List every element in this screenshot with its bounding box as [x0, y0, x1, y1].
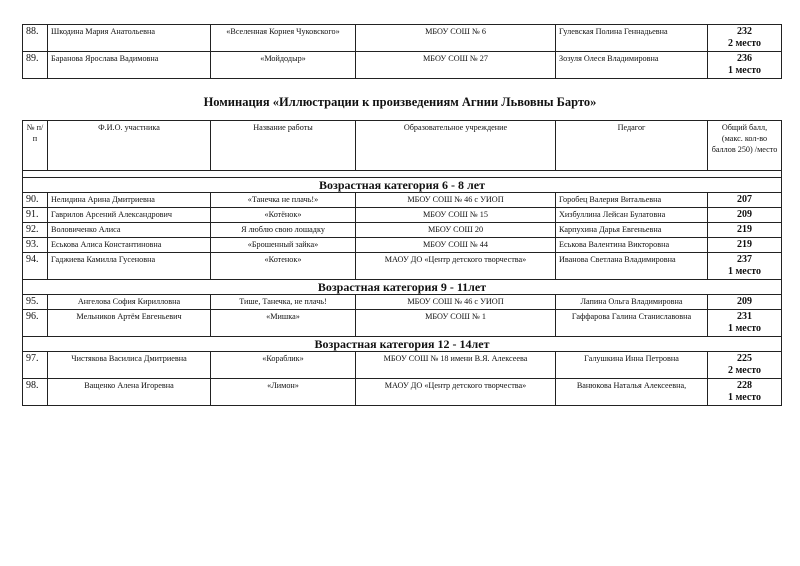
table-header-row: [23, 121, 782, 171]
age-category-label: Возрастная категория 6 - 8 лет: [23, 178, 782, 193]
table-row: [23, 310, 782, 337]
teacher: Ванюкова Наталья Алексеевна,: [556, 379, 708, 406]
table-row: [23, 379, 782, 406]
spacer-row: [23, 171, 782, 178]
score: 219: [708, 238, 782, 253]
participant-name: Нелидина Арина Дмитриевна: [48, 193, 211, 208]
school: МБОУ СОШ № 6: [356, 25, 556, 52]
nomination-title: Номинация «Иллюстрации к произведениям Агнии Львовны Барто»: [203, 95, 597, 109]
row-number: 95.: [23, 295, 48, 310]
participant-name: Баранова Ярослава Вадимовна: [48, 52, 211, 79]
place: 1 место: [727, 65, 762, 76]
teacher: Иванова Светлана Владимировна: [556, 253, 708, 280]
school: МБОУ СОШ № 27: [356, 52, 556, 79]
table-row: [23, 25, 782, 52]
score-cell: [708, 253, 782, 280]
work-title: «Котенок»: [211, 253, 356, 280]
score-cell: [708, 25, 782, 52]
work-title: Я люблю свою лошадку: [211, 223, 356, 238]
place: 2 место: [727, 38, 762, 49]
score-cell: [708, 379, 782, 406]
results-table-continuation: [22, 24, 782, 79]
header-name: Ф.И.О. участника: [48, 121, 211, 171]
school: МБОУ СОШ № 1: [356, 310, 556, 337]
place: 1 место: [727, 392, 762, 403]
score: 228: [737, 380, 752, 391]
teacher: Зозуля Олеся Владимировна: [556, 52, 708, 79]
teacher: Еськова Валентина Викторовна: [556, 238, 708, 253]
work-title: «Мойдодыр»: [211, 52, 356, 79]
row-number: 92.: [23, 223, 48, 238]
score: 209: [708, 208, 782, 223]
work-title: Тише, Танечка, не плачь!: [211, 295, 356, 310]
teacher: Хизбуллина Лейсан Булатовна: [556, 208, 708, 223]
score: 207: [708, 193, 782, 208]
work-title: «Танечка не плачь!»: [211, 193, 356, 208]
school: МБОУ СОШ № 46 с УИОП: [356, 295, 556, 310]
teacher: Лапина Ольга Владимировна: [556, 295, 708, 310]
table-row: [23, 193, 782, 208]
score: 237: [737, 254, 752, 265]
table-row: [23, 208, 782, 223]
table-row: [23, 52, 782, 79]
row-number: 94.: [23, 253, 48, 280]
table-row: [23, 223, 782, 238]
header-work: Название работы: [211, 121, 356, 171]
place: 1 место: [727, 323, 762, 334]
work-title: «Мишка»: [211, 310, 356, 337]
age-category-row: [23, 178, 782, 193]
place: 1 место: [727, 266, 762, 277]
work-title: «Котёнок»: [211, 208, 356, 223]
school: МАОУ ДО «Центр детского творчества»: [356, 253, 556, 280]
header-score: Общий балл, (макс. кол-во баллов 250) /место: [708, 121, 782, 171]
teacher: Гаффарова Галина Станиславовна: [556, 310, 708, 337]
row-number: 97.: [23, 352, 48, 379]
teacher: Карпухина Дарья Евгеньевна: [556, 223, 708, 238]
header-school: Образовательное учреждение: [356, 121, 556, 171]
header-num: № п/п: [23, 121, 48, 171]
work-title: «Вселенная Корнея Чуковского»: [211, 25, 356, 52]
table-row: [23, 295, 782, 310]
participant-name: Чистякова Василиса Дмитриевна: [48, 352, 211, 379]
school: МБОУ СОШ № 15: [356, 208, 556, 223]
score: 236: [737, 53, 752, 64]
score: 225: [737, 353, 752, 364]
participant-name: Еськова Алиса Константиновна: [48, 238, 211, 253]
place: 2 место: [727, 365, 762, 376]
row-number: 93.: [23, 238, 48, 253]
teacher: Горобец Валерия Витальевна: [556, 193, 708, 208]
age-category-label: Возрастная категория 12 - 14лет: [23, 337, 782, 352]
school: МБОУ СОШ № 44: [356, 238, 556, 253]
work-title: «Лимон»: [211, 379, 356, 406]
age-category-row: [23, 280, 782, 295]
row-number: 96.: [23, 310, 48, 337]
row-number: 88.: [23, 25, 48, 52]
participant-name: Шкодина Мария Анатольевна: [48, 25, 211, 52]
school: МБОУ СОШ № 18 имени В.Я. Алексеева: [356, 352, 556, 379]
score: 232: [737, 26, 752, 37]
participant-name: Мельников Артём Евгеньевич: [48, 310, 211, 337]
score-cell: [708, 310, 782, 337]
row-number: 89.: [23, 52, 48, 79]
school: МБОУ СОШ 20: [356, 223, 556, 238]
school: МБОУ СОШ № 46 с УИОП: [356, 193, 556, 208]
score: 209: [708, 295, 782, 310]
score-cell: [708, 352, 782, 379]
score: 231: [737, 311, 752, 322]
row-number: 98.: [23, 379, 48, 406]
participant-name: Гаврилов Арсений Александрович: [48, 208, 211, 223]
row-number: 91.: [23, 208, 48, 223]
participant-name: Воловиченко Алиса: [48, 223, 211, 238]
participant-name: Гаджиева Камилла Гусеновна: [48, 253, 211, 280]
teacher: Гулевская Полина Геннадьевна: [556, 25, 708, 52]
work-title: «Кораблик»: [211, 352, 356, 379]
table-row: [23, 238, 782, 253]
teacher: Галушкина Инна Петровна: [556, 352, 708, 379]
participant-name: Ангелова София Кирилловна: [48, 295, 211, 310]
table-row: [23, 352, 782, 379]
row-number: 90.: [23, 193, 48, 208]
header-teacher: Педагог: [556, 121, 708, 171]
score: 219: [708, 223, 782, 238]
results-table: [22, 120, 782, 406]
score-cell: [708, 52, 782, 79]
school: МАОУ ДО «Центр детского творчества»: [356, 379, 556, 406]
work-title: «Брошенный зайка»: [211, 238, 356, 253]
participant-name: Ващенко Алена Игоревна: [48, 379, 211, 406]
table-row: [23, 253, 782, 280]
age-category-label: Возрастная категория 9 - 11лет: [23, 280, 782, 295]
age-category-row: [23, 337, 782, 352]
